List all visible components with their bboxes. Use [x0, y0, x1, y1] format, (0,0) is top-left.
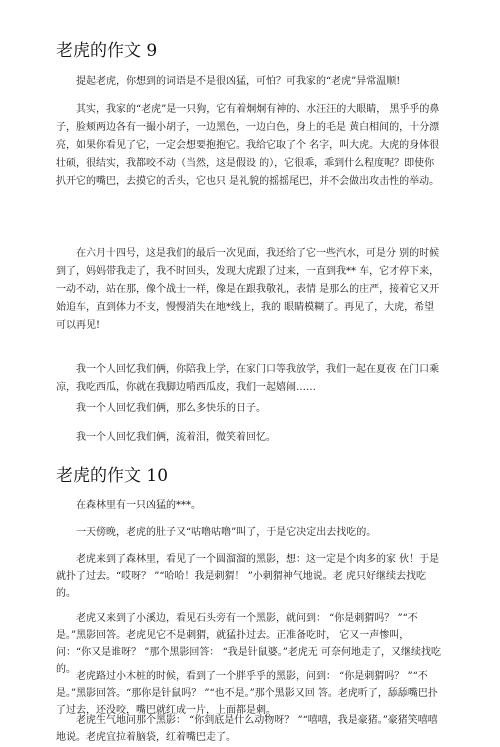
essay10-paragraph-6: 老虎生气地问那个黑影： “你到底是什么动物呀？ ”“嘻嘻，我是豪猪。”豪猪笑嘻嘻地说。老虎宜拉着脑袋，红着嘴巴走了。 — [56, 715, 438, 743]
essay9-paragraph-1: 提起老虎，你想到的词语是不是很凶猛，可怕？可我家的“老虎”异常温顺! — [76, 76, 401, 87]
essay10-paragraph-4: 老虎又来到了小溪边，看见石头旁有一个黑影，就问到： “你是刺猬吗？ ”“不是。”黑影回答。老虎见它不是刺猬，就猛扑过去。正准备吃时， 它又一声惨叫，问：“你又是谁呀？ ”那个黑影回答： “我是针鼠婆。”老虎无 可奈何地走了，又继续找吃的。 — [56, 613, 441, 675]
essay9-paragraph-3: 在六月十四号，这是我们的最后一次见面，我还给了它一些汽水，可是分 别的时候到了，妈妈带我走了，我不时回头，发现大虎跟了过来，一直到我** 车，它才停下来，一动不动，站在那，像个战士一样，像是在跟我敬礼，表情 是那么的庄严，接着它又开始追车，直到体力不支，慢慢消失在地*线上，我的 眼睛模糊了。再见了，大虎，希望可以再见! — [56, 248, 440, 331]
essay9-title: 老虎的作文 9 — [56, 41, 158, 61]
essay9-paragraph-6: 我一个人回忆我们俩，流着泪，微笑着回忆。 — [76, 432, 276, 443]
essay9-paragraph-5: 我一个人回忆我们俩，那么多快乐的日子。 — [76, 403, 266, 414]
essay9-paragraph-2: 其实，我家的“老虎”是一只狗，它有着炯炯有神的、水汪汪的大眼睛， 黑乎乎的鼻子，脸颊两边各有一撮小胡子，一边黑色，一边白色，身上的毛是 黄白相间的，十分漂亮，如果你看见了它，一定会想要抱抱它。我给它取了个 名字，叫大虎。大虎的身体很壮硕，很结实，我都咬不动（当然，这是假设 的），它很乖，乖到什么程度呢？即使你扒开它的嘴巴，去摸它的舌头，它也只 是礼貌的摇摇尾巴，并不会做出攻击性的举动。 — [56, 104, 440, 187]
essay10-title: 老虎的作文 10 — [56, 466, 169, 486]
essay10-paragraph-5: 老虎路过小木桩的时候，看到了一个胖乎乎的黑影，问到： “你是刺猬吗？ ”“不是。”黑影回答。“那你是针鼠吗？ ”“也不是。”那个黑影又回 答。老虎听了，舔舔嘴巴扑了过去，还没咬，嘴巴就红成一片，上面都是刺。 — [56, 671, 438, 716]
essay9-paragraph-4: 我一个人回忆我们俩，你陪我上学，在家门口等我放学，我们一起在夏夜 在门口乘凉，我吃西瓜，你就在我脚边啃西瓜皮，我们一起嬉闹…… — [56, 364, 440, 393]
essay10-paragraph-1: 在森林里有一只凶猛的***。 — [76, 500, 201, 511]
essay10-paragraph-2: 一天傍晚，老虎的肚子又“咕噜咕噜”叫了，于是它决定出去找吃的。 — [76, 527, 377, 538]
essay10-paragraph-3: 老虎来到了森林里，看见了一个圆溜溜的黑影，想：这一定是个肉多的家 伙！于是就扑了过去。“哎呀？ ”“哈哈！我是刺猬！ ”小刺猬神气地说。老 虎只好继续去找吃的。 — [56, 554, 440, 599]
